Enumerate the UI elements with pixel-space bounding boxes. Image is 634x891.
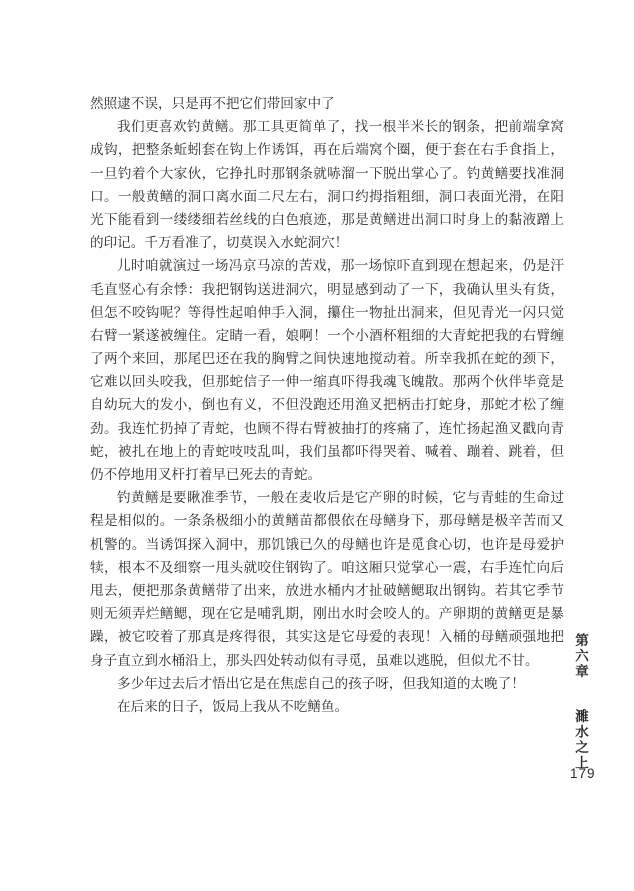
chapter-number: 第六章: [573, 633, 588, 680]
text-line: 躁，被它咬着了那真是疼得很，其实这是它母爱的表现！入桶的母鳝顽强地把: [90, 629, 564, 645]
text-line: 机警的。当诱饵探入洞中，那饥饿已久的母鳝也许是觅食心切，也许是母爱护: [90, 536, 564, 552]
text-line: 毛直竖心有余悸：我把钢钩送进洞穴，明显感到动了一下，我确认里头有货，: [90, 281, 564, 297]
text-line: 蛇，被扎在地上的青蛇吱吱乱叫，我们虽都吓得哭着、喊着、蹦着、跳着，但: [90, 443, 564, 459]
text-line: 钓黄鳝是要瞅准季节，一般在麦收后是它产卵的时候，它与青蛙的生命过: [117, 490, 564, 506]
text-line: 仍不停地用叉杆打着早已死去的青蛇。: [90, 467, 322, 482]
text-line: 劲。我连忙扔掉了青蛇，也顾不得右臂被抽打的疼痛了，连忙扬起渔叉戳向青: [90, 420, 564, 436]
body-text: [90, 92, 564, 718]
text-line: 然照逮不误，只是再不把它们带回家中了: [90, 96, 335, 111]
text-line: 自幼玩大的发小，倒也有义，不但没跑还用渔叉把柄击打蛇身，那蛇才松了缠: [90, 397, 564, 413]
text-line: 儿时咱就演过一场冯京马凉的苦戏，那一场惊吓直到现在想起来，仍是汗: [117, 258, 564, 274]
text-line: 程是相似的。一条条极细小的黄鳝苗都偎依在母鳝身下，那母鳝是极辛苦而又: [90, 513, 564, 529]
text-line: 多少年过去后才悟出它是在焦虑自己的孩子呀，但我知道的太晚了！: [117, 675, 525, 691]
text-line: 成钩，把整条蚯蚓套在钩上作诱饵，再在后端窝个圈，便于套在右手食指上，: [90, 142, 564, 158]
text-line: 身子直立到水桶沿上，那头四处转动似有寻觅，虽难以逃脱，但似尤不甘。: [90, 652, 539, 668]
text-line: 我们更喜欢钓黄鳝。那工具更简单了，找一根半米长的钢条，把前端拿窝: [117, 119, 564, 135]
text-line: 了两个来回，那尾巴还在我的胸臂之间快速地搅动着。所幸我抓在蛇的颈下，: [90, 351, 564, 367]
chapter-side-label: [570, 633, 590, 771]
text-line: 犊，根本不及细察一甩头就咬住钢钩了。咱这厢只觉掌心一震，右手连忙向后: [90, 559, 564, 575]
page-number: 179: [570, 766, 596, 781]
chapter-title: 濉水之上: [573, 708, 588, 771]
text-line: 光下能看到一缕缕细若丝线的白色痕迹，那是黄鳝进出洞口时身上的黏液蹭上: [90, 211, 564, 227]
text-line: 它难以回头咬我，但那蛇信子一伸一缩真吓得我魂飞魄散。那两个伙伴毕竟是: [90, 374, 564, 390]
text-line: 则无须弄烂鳝鳃，现在它是哺乳期，刚出水时会咬人的。产卵期的黄鳝更是暴: [90, 606, 564, 622]
text-line: 甩去，便把那条黄鳝带了出来，放进水桶内才扯破鳝鳃取出钢钩。若其它季节: [90, 582, 564, 598]
text-line: 一旦钓着个大家伙，它挣扎时那钢条就哧溜一下脱出掌心了。钓黄鳝要找准洞: [90, 165, 564, 181]
text-line: 右臂一紧遂被缠住。定睛一看，娘啊！一个小酒杯粗细的大青蛇把我的右臂缠: [90, 327, 564, 343]
text-line: 但怎不咬钩呢？等得性起咱伸手入洞，攥住一物扯出洞来，但见青光一闪只觉: [90, 304, 564, 320]
text-line: 口。一般黄鳝的洞口离水面二尺左右，洞口约拇指粗细，洞口表面光滑，在阳: [90, 188, 564, 204]
text-line: 在后来的日子，饭局上我从不吃鳝鱼。: [117, 698, 349, 714]
text-line: 的印记。千万看准了，切莫误入水蛇洞穴！: [90, 235, 349, 251]
